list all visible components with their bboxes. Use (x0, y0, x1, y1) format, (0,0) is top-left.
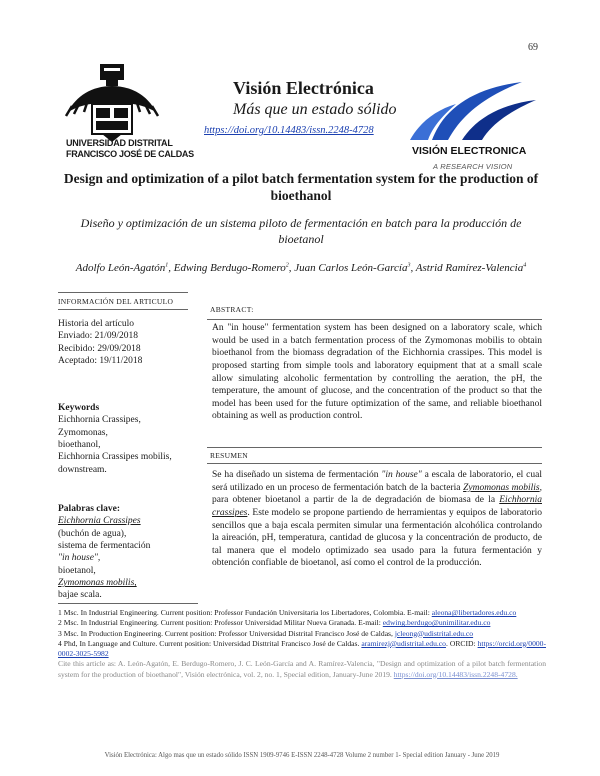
resumen-text (212, 469, 542, 570)
accepted-date: Aceptado: 19/11/2018 (58, 356, 143, 367)
info-bottom-rule (58, 309, 188, 310)
resumen-text-part: . Este modelo se propone partiendo de herramientas y equipos de laboratorio sencillos que a baja escala permiten simular una fermentación alcohólica controlando la aireación, pH, temperatura, cantidad de glucosa y la concentración de producto, de tal manera que el modelo optimizado sea usado para la futura fermentación y obtención confiable de bioetanol, así como el control de la producción. (212, 507, 542, 569)
citation-doi-link[interactable]: https://doi.org/10.14483/issn.2248-4728. (393, 669, 518, 679)
history-label: Historia del artículo (58, 319, 134, 329)
keyword-item: Eichhornia Crassipes mobilis, (58, 452, 172, 463)
resumen-emphasis: "in house" (381, 470, 422, 480)
palabras-clave-heading: Palabras clave: (58, 504, 121, 514)
footnote-text: 2 Msc. In Industrial Engineering. Current position: Professor Universidad Militar Nueva Granada. E-mail: (58, 618, 381, 628)
footnote-email-link[interactable]: jcleong@udistrital.edu.co (394, 628, 474, 638)
footnote-email-link[interactable]: aleona@libertadores.edu.co (431, 608, 517, 617)
page-number: 69 (528, 42, 538, 53)
university-name-line1: UNIVERSIDAD DISTRITAL (66, 138, 173, 148)
author-footnote-mark: 2 (285, 262, 289, 269)
author-name: Edwing Berdugo-Romero (173, 262, 286, 274)
article-title-spanish: Diseño y optimización de un sistema piloto de fermentación en batch para la producción de bioetanol (80, 216, 522, 246)
journal-doi-link[interactable]: https://doi.org/10.14483/issn.2248-4728 (204, 125, 374, 136)
footnote-email-link[interactable]: edwing.berdugo@unimilitar.edu.co (382, 618, 491, 628)
logo-tagline: A RESEARCH VISION (433, 162, 513, 171)
palabra-clave-item: Zymomonas mobilis, (58, 578, 137, 589)
university-name-line2: FRANCISCO JOSÉ DE CALDAS (66, 149, 194, 159)
author-footnote-mark: 4 (523, 262, 527, 269)
info-top-rule (58, 292, 188, 293)
journal-title: Visión Electrónica (233, 78, 374, 98)
footnote-text: 3 Msc. In Production Engineering. Current position: Professor Universidad Distrital Francisco José de Caldas, (58, 628, 395, 638)
resumen-text-part: a escala de laboratorio, el cual será utilizado en un proceso de fermentación batch de la bacteria (212, 470, 542, 493)
palabra-clave-item: Eichhornia Crassipes (58, 516, 141, 527)
keywords-block (58, 402, 172, 476)
author-separator: , (410, 262, 416, 274)
keyword-item: downstream. (58, 464, 107, 475)
citation-note (58, 659, 546, 680)
resumen-text-part: , para obtener bioetanol a partir de la de degradación de biomasa de la (212, 482, 542, 506)
keyword-item: Eichhornia Crassipes, (58, 415, 141, 426)
resumen-emphasis: Eichhornia crassipes (212, 495, 542, 518)
resumen-emphasis: Zymomonas mobilis (463, 482, 540, 493)
keyword-item: bioethanol, (58, 440, 101, 451)
resumen-text-part: Se ha diseñado un sistema de fermentación (212, 470, 382, 480)
university-crest-logo (62, 60, 162, 144)
abstract-rule (207, 319, 542, 320)
author-name: Juan Carlos León-García (294, 262, 408, 274)
footnote-2 (58, 618, 546, 628)
author-name: Adolfo León-Agatón (75, 262, 166, 274)
article-title-english: Design and optimization of a pilot batch fermentation system for the production of bioethanol (63, 171, 539, 203)
resumen-bottom-rule (207, 463, 542, 464)
orcid-link[interactable]: https://orcid.org/0000-0002-3025-5982 (58, 638, 546, 658)
author-separator: , (288, 262, 295, 274)
footnote-text: 4 Phd, In Language and Culture. Current position: Universidad Disttrital Francisco José de Caldas. (58, 638, 362, 648)
vision-electronica-logo (402, 78, 540, 142)
palabra-clave-item: bajae scala. (58, 590, 102, 601)
palabra-clave-item: (buchón de agua), (58, 528, 127, 539)
footnote-4 (58, 639, 546, 660)
author-name: Astrid Ramírez-Valencia (415, 262, 524, 274)
palabra-clave-item: sistema de fermentación (58, 541, 151, 552)
author-footnote-mark: 3 (407, 262, 411, 269)
keywords-heading: Keywords (58, 403, 100, 413)
citation-text: Cite this article as: A. León-Agatón, E. Berdugo-Romero, J. C. León-García and A. Ramírez-Valencia, "Design and optimization of a pilot batch fermentation system for the production of bioethanol", Visión electrónica, vol. 2, no. 1, Special edition, January-June 2019. (58, 659, 546, 679)
resumen-label: RESUMEN (210, 451, 248, 460)
palabras-clave-block (58, 503, 150, 602)
author-list (62, 262, 540, 274)
footnotes (58, 608, 546, 680)
received-date: Recibido: 29/09/2018 (58, 343, 141, 354)
palabra-clave-item: "in house", (58, 553, 101, 564)
author-separator: , (168, 262, 174, 274)
sent-date: Enviado: 21/09/2018 (58, 331, 138, 342)
logo-text: VISIÓN ELECTRONICA (412, 145, 527, 157)
palabra-clave-item: bioetanol, (58, 565, 96, 576)
abstract-label: ABSTRACT: (210, 305, 254, 314)
footnote-text: 1 Msc. In Industrial Engineering. Current position: Professor Fundación Universitaria los Libertadores, Colombia. E-mail: (58, 608, 430, 617)
author-footnote-mark: 1 (165, 262, 169, 269)
resumen-top-rule (207, 447, 542, 448)
journal-subtitle: Más que un estado sólido (233, 101, 397, 118)
page-footer: Visión Electrónica: Algo mas que un estado sólido ISSN 1909-9746 E-ISSN 2248-4728 Volume 2 number 1- Special edition January - June 2019 (104, 752, 500, 759)
article-info-label: INFORMACIÓN DEL ARTICULO (58, 297, 174, 306)
footnote-email-link[interactable]: aramirezj@udistrital.edu.co (361, 638, 446, 648)
article-history (58, 318, 142, 367)
abstract-text: An "in house" fermentation system has been designed on a laboratory scale, which would be used in a batch fermentation process of the Zymomonas mobilis to obtain bioethanol from the biomass degradation of the Eichhornia crassipes. This model is proposed starting from simple tools and laboratory equipment that at a small scale allow simulating alcoholic fermentation by controlling the aeration, the pH, the temperature, the amount of glucose, and the concentration of the product so that the model has been used for the future optimization of the same, and reliable bioethanol obtaining as well as production control. (212, 323, 542, 422)
footnote-3 (58, 629, 546, 639)
footnote-rule (58, 603, 198, 604)
orcid-label: . ORCID: (445, 638, 476, 648)
footnote-1 (58, 608, 546, 618)
keyword-item: Zymomonas, (58, 427, 108, 438)
